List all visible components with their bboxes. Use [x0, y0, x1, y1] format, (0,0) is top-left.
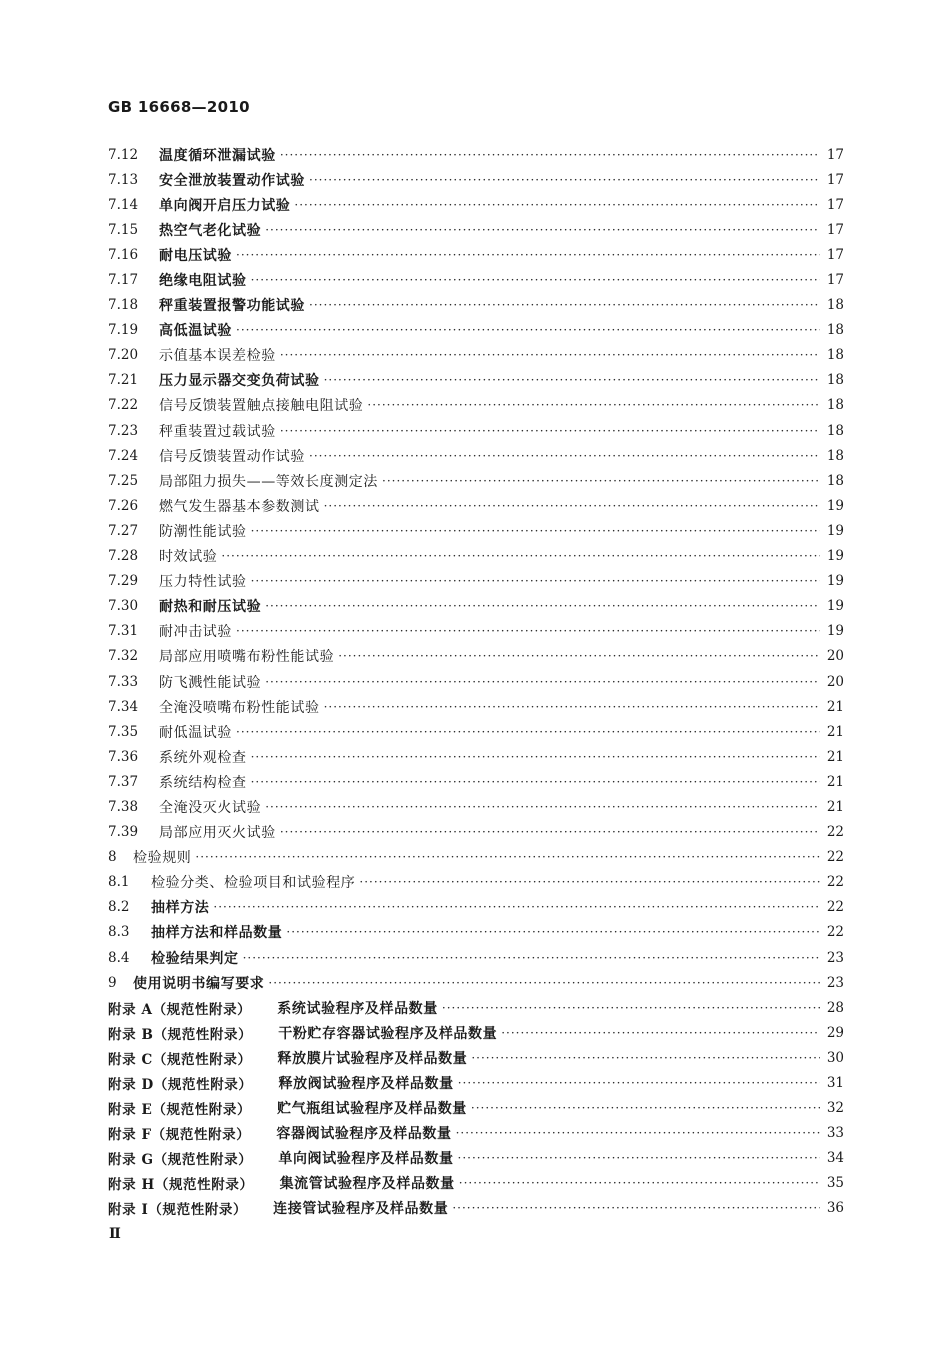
toc-entry-page: 19	[826, 497, 844, 514]
toc-entry-number: 附录 H（规范性附录）	[108, 1177, 254, 1194]
toc-entry-number: 7.32	[108, 648, 139, 665]
toc-entry	[108, 594, 844, 619]
toc-entry-page: 18	[826, 372, 844, 389]
toc-entry-page: 21	[826, 698, 844, 715]
toc-leader-dots	[221, 549, 820, 563]
toc-entry-title: 信号反馈装置动作试验	[159, 448, 305, 465]
toc-entry-page: 17	[826, 246, 844, 263]
toc-entry	[108, 995, 844, 1020]
toc-leader-dots	[251, 574, 820, 588]
toc-entry-number: 附录 D（规范性附录）	[108, 1077, 253, 1094]
toc-entry-number: 7.39	[108, 824, 139, 841]
toc-entry	[108, 744, 844, 769]
page-number: Ⅱ	[109, 1226, 121, 1242]
toc-entry	[108, 1096, 844, 1121]
toc-entry-title: 释放阀试验程序及样品数量	[278, 1076, 454, 1093]
toc-entry-number: 7.24	[108, 447, 139, 464]
toc-entry	[108, 569, 844, 594]
toc-entry-title: 燃气发生器基本参数测试	[159, 498, 320, 515]
toc-entry	[108, 343, 844, 368]
toc-leader-dots	[458, 1076, 820, 1090]
toc-entry-page: 17	[826, 196, 844, 213]
toc-entry-number: 7.23	[108, 422, 139, 439]
toc-entry-page: 18	[826, 297, 844, 314]
toc-entry-number: 7.27	[108, 522, 139, 539]
toc-entry-page: 31	[826, 1075, 844, 1092]
toc-entry-title: 连接管试验程序及样品数量	[273, 1201, 449, 1218]
toc-leader-dots	[213, 900, 820, 914]
toc-entry-title: 耐电压试验	[159, 247, 232, 264]
toc-entry-title: 局部阻力损失——等效长度测定法	[159, 473, 378, 490]
toc-entry-number: 8.3	[108, 924, 130, 941]
toc-entry-page: 18	[826, 322, 844, 339]
toc-entry-page: 23	[826, 949, 844, 966]
toc-entry-title: 容器阀试验程序及样品数量	[276, 1126, 452, 1143]
toc-entry-title: 检验规则	[133, 850, 192, 867]
toc-entry-number: 7.12	[108, 146, 139, 163]
toc-entry	[108, 318, 844, 343]
toc-entry-page: 29	[826, 1024, 844, 1041]
toc-entry	[108, 217, 844, 242]
toc-entry-title: 信号反馈装置触点接触电阻试验	[159, 398, 364, 415]
toc-entry-page: 21	[826, 773, 844, 790]
toc-entry	[108, 694, 844, 719]
toc-entry-page: 22	[826, 899, 844, 916]
toc-entry-title: 全淹没喷嘴布粉性能试验	[159, 699, 320, 716]
toc-entry-title: 热空气老化试验	[159, 222, 262, 239]
toc-leader-dots	[286, 925, 820, 939]
toc-entry-number: 附录 I（规范性附录）	[108, 1202, 248, 1219]
toc-entry-page: 19	[826, 548, 844, 565]
toc-entry	[108, 719, 844, 744]
toc-entry	[108, 1171, 844, 1196]
toc-entry-page: 18	[826, 422, 844, 439]
toc-leader-dots	[268, 976, 820, 990]
toc-entry-number: 附录 E（规范性附录）	[108, 1102, 252, 1119]
toc-entry-number: 7.30	[108, 598, 139, 615]
toc-entry-number: 7.31	[108, 623, 139, 640]
toc-entry	[108, 1045, 844, 1070]
toc-leader-dots	[236, 624, 820, 638]
toc-leader-dots	[243, 951, 820, 965]
toc-entry-title: 耐冲击试验	[159, 624, 232, 641]
toc-entry	[108, 443, 844, 468]
toc-leader-dots	[251, 273, 820, 287]
toc-entry	[108, 669, 844, 694]
toc-entry-title: 时效试验	[159, 549, 218, 566]
toc-entry	[108, 794, 844, 819]
toc-entry-title: 压力显示器交变负荷试验	[159, 373, 320, 390]
toc-entry	[108, 895, 844, 920]
toc-leader-dots	[324, 700, 820, 714]
toc-entry-title: 单向阀开启压力试验	[159, 197, 291, 214]
toc-leader-dots	[459, 1176, 820, 1190]
toc-entry-title: 秤重装置报警功能试验	[159, 298, 305, 315]
toc-entry-title: 防飞溅性能试验	[159, 674, 262, 691]
toc-leader-dots	[359, 875, 820, 889]
toc-entry-title: 检验分类、检验项目和试验程序	[151, 875, 356, 892]
toc-leader-dots	[280, 348, 820, 362]
toc-entry-number: 7.34	[108, 698, 139, 715]
toc-entry	[108, 167, 844, 192]
toc-leader-dots	[338, 649, 820, 663]
toc-leader-dots	[265, 599, 820, 613]
toc-entry-title: 释放膜片试验程序及样品数量	[277, 1050, 468, 1067]
toc-entry-page: 18	[826, 447, 844, 464]
toc-entry-title: 秤重装置过载试验	[159, 423, 276, 440]
toc-entry-number: 8.4	[108, 949, 130, 966]
toc-entry	[108, 644, 844, 669]
toc-leader-dots	[280, 148, 820, 162]
toc-entry-page: 19	[826, 522, 844, 539]
toc-leader-dots	[236, 323, 820, 337]
toc-entry	[108, 518, 844, 543]
toc-entry-number: 7.37	[108, 773, 139, 790]
toc-entry-page: 19	[826, 573, 844, 590]
toc-entry-title: 局部应用喷嘴布粉性能试验	[159, 649, 335, 666]
toc-entry-number: 7.14	[108, 196, 139, 213]
toc-entry-page: 19	[826, 598, 844, 615]
toc-entry-title: 全淹没灭火试验	[159, 799, 262, 816]
toc-entry-number: 7.15	[108, 221, 139, 238]
toc-leader-dots	[382, 474, 820, 488]
toc-leader-dots	[309, 173, 820, 187]
toc-entry-page: 21	[826, 723, 844, 740]
toc-entry-number: 7.21	[108, 372, 139, 389]
toc-leader-dots	[501, 1026, 820, 1040]
toc-entry-title: 示值基本误差检验	[159, 348, 276, 365]
toc-entry-title: 单向阀试验程序及样品数量	[278, 1151, 454, 1168]
toc-entry	[108, 368, 844, 393]
toc-entry	[108, 870, 844, 895]
toc-entry	[108, 920, 844, 945]
toc-entry-number: 附录 F（规范性附录）	[108, 1127, 251, 1144]
toc-entry-number: 7.28	[108, 548, 139, 565]
toc-entry-page: 18	[826, 397, 844, 414]
toc-entry-title: 绝缘电阻试验	[159, 273, 247, 290]
toc-entry-number: 7.29	[108, 573, 139, 590]
toc-leader-dots	[452, 1201, 820, 1215]
toc-leader-dots	[265, 675, 820, 689]
toc-entry-page: 19	[826, 623, 844, 640]
toc-leader-dots	[265, 800, 820, 814]
toc-entry-number: 7.16	[108, 246, 139, 263]
toc-entry-page: 18	[826, 472, 844, 489]
toc-entry-title: 抽样方法和样品数量	[151, 925, 283, 942]
toc-leader-dots	[236, 725, 820, 739]
toc-entry	[108, 142, 844, 167]
toc-leader-dots	[236, 248, 820, 262]
toc-leader-dots	[309, 449, 820, 463]
toc-entry-title: 使用说明书编写要求	[133, 975, 265, 992]
toc-leader-dots	[367, 398, 820, 412]
toc-leader-dots	[251, 524, 820, 538]
toc-entry	[108, 1146, 844, 1171]
toc-entry-page: 23	[826, 974, 844, 991]
toc-entry-title: 检验结果判定	[151, 950, 239, 967]
toc-entry-number: 7.20	[108, 347, 139, 364]
toc-entry	[108, 619, 844, 644]
toc-entry-page: 22	[826, 824, 844, 841]
toc-leader-dots	[324, 499, 820, 513]
toc-leader-dots	[471, 1101, 820, 1115]
toc-entry-number: 7.36	[108, 748, 139, 765]
toc-entry-title: 系统试验程序及样品数量	[277, 1000, 438, 1017]
toc-entry	[108, 242, 844, 267]
toc-entry-title: 抽样方法	[151, 900, 210, 917]
toc-entry-page: 22	[826, 849, 844, 866]
toc-entry-number: 附录 A（规范性附录）	[108, 1001, 252, 1018]
toc-entry-page: 30	[826, 1049, 844, 1066]
toc-leader-dots	[280, 424, 820, 438]
toc-entry-page: 22	[826, 874, 844, 891]
toc-entry	[108, 1020, 844, 1045]
toc-entry-number: 8	[108, 849, 117, 866]
toc-entry-page: 22	[826, 924, 844, 941]
toc-entry-title: 温度循环泄漏试验	[159, 147, 276, 164]
toc-entry	[108, 192, 844, 217]
toc-entry-page: 17	[826, 146, 844, 163]
toc-entry-page: 17	[826, 272, 844, 289]
toc-entry-page: 18	[826, 347, 844, 364]
toc-entry-title: 系统外观检查	[159, 749, 247, 766]
toc-entry	[108, 820, 844, 845]
table-of-contents	[108, 142, 844, 1221]
toc-entry-title: 贮气瓶组试验程序及样品数量	[277, 1101, 467, 1118]
toc-entry	[108, 293, 844, 318]
toc-entry	[108, 393, 844, 418]
toc-entry-number: 7.35	[108, 723, 139, 740]
toc-entry	[108, 1070, 844, 1095]
toc-entry-title: 安全泄放装置动作试验	[159, 172, 305, 189]
toc-entry-page: 21	[826, 798, 844, 815]
toc-entry-number: 7.19	[108, 322, 139, 339]
toc-entry-title: 耐低温试验	[159, 724, 232, 741]
toc-leader-dots	[294, 198, 820, 212]
toc-entry-number: 7.22	[108, 397, 139, 414]
toc-entry-number: 7.25	[108, 472, 139, 489]
toc-entry-number: 8.1	[108, 874, 130, 891]
toc-entry	[108, 493, 844, 518]
toc-entry-number: 附录 G（规范性附录）	[108, 1152, 253, 1169]
toc-leader-dots	[280, 825, 820, 839]
toc-entry-title: 干粉贮存容器试验程序及样品数量	[278, 1025, 498, 1042]
toc-entry-number: 7.17	[108, 272, 139, 289]
toc-entry-page: 17	[826, 171, 844, 188]
toc-leader-dots	[442, 1001, 820, 1015]
toc-entry-number: 附录 C（规范性附录）	[108, 1051, 252, 1068]
toc-entry	[108, 418, 844, 443]
toc-entry	[108, 1121, 844, 1146]
toc-entry-page: 17	[826, 221, 844, 238]
toc-entry-title: 压力特性试验	[159, 574, 247, 591]
toc-entry	[108, 267, 844, 292]
toc-entry-page: 28	[826, 999, 844, 1016]
toc-entry	[108, 945, 844, 970]
toc-leader-dots	[265, 223, 820, 237]
toc-entry-number: 7.38	[108, 798, 139, 815]
toc-entry-number: 7.33	[108, 673, 139, 690]
toc-leader-dots	[458, 1151, 820, 1165]
document-code: GB 16668—2010	[108, 98, 250, 116]
toc-entry-page: 33	[826, 1125, 844, 1142]
toc-entry-page: 21	[826, 748, 844, 765]
toc-entry-number: 附录 B（规范性附录）	[108, 1026, 253, 1043]
toc-entry-page: 20	[826, 673, 844, 690]
toc-entry-title: 防潮性能试验	[159, 523, 247, 540]
toc-leader-dots	[471, 1051, 820, 1065]
toc-entry-title: 高低温试验	[159, 323, 232, 340]
toc-entry	[108, 845, 844, 870]
toc-entry-title: 集流管试验程序及样品数量	[279, 1176, 455, 1193]
toc-leader-dots	[456, 1126, 820, 1140]
toc-leader-dots	[309, 298, 820, 312]
toc-entry	[108, 970, 844, 995]
toc-entry-page: 35	[826, 1175, 844, 1192]
toc-leader-dots	[324, 373, 820, 387]
toc-entry-number: 7.18	[108, 297, 139, 314]
toc-entry-page: 20	[826, 648, 844, 665]
toc-entry-title: 耐热和耐压试验	[159, 599, 262, 616]
toc-entry-number: 7.13	[108, 171, 139, 188]
toc-entry-number: 7.26	[108, 497, 139, 514]
toc-entry-title: 局部应用灭火试验	[159, 825, 276, 842]
toc-entry	[108, 544, 844, 569]
toc-entry	[108, 1196, 844, 1221]
toc-entry-title: 系统结构检查	[159, 774, 247, 791]
toc-leader-dots	[251, 775, 820, 789]
toc-entry-number: 9	[108, 974, 117, 991]
toc-leader-dots	[195, 850, 820, 864]
toc-entry	[108, 769, 844, 794]
toc-entry-number: 8.2	[108, 899, 130, 916]
toc-entry-page: 34	[826, 1150, 844, 1167]
toc-entry	[108, 468, 844, 493]
toc-leader-dots	[251, 750, 820, 764]
toc-entry-page: 32	[826, 1100, 844, 1117]
toc-entry-page: 36	[826, 1200, 844, 1217]
